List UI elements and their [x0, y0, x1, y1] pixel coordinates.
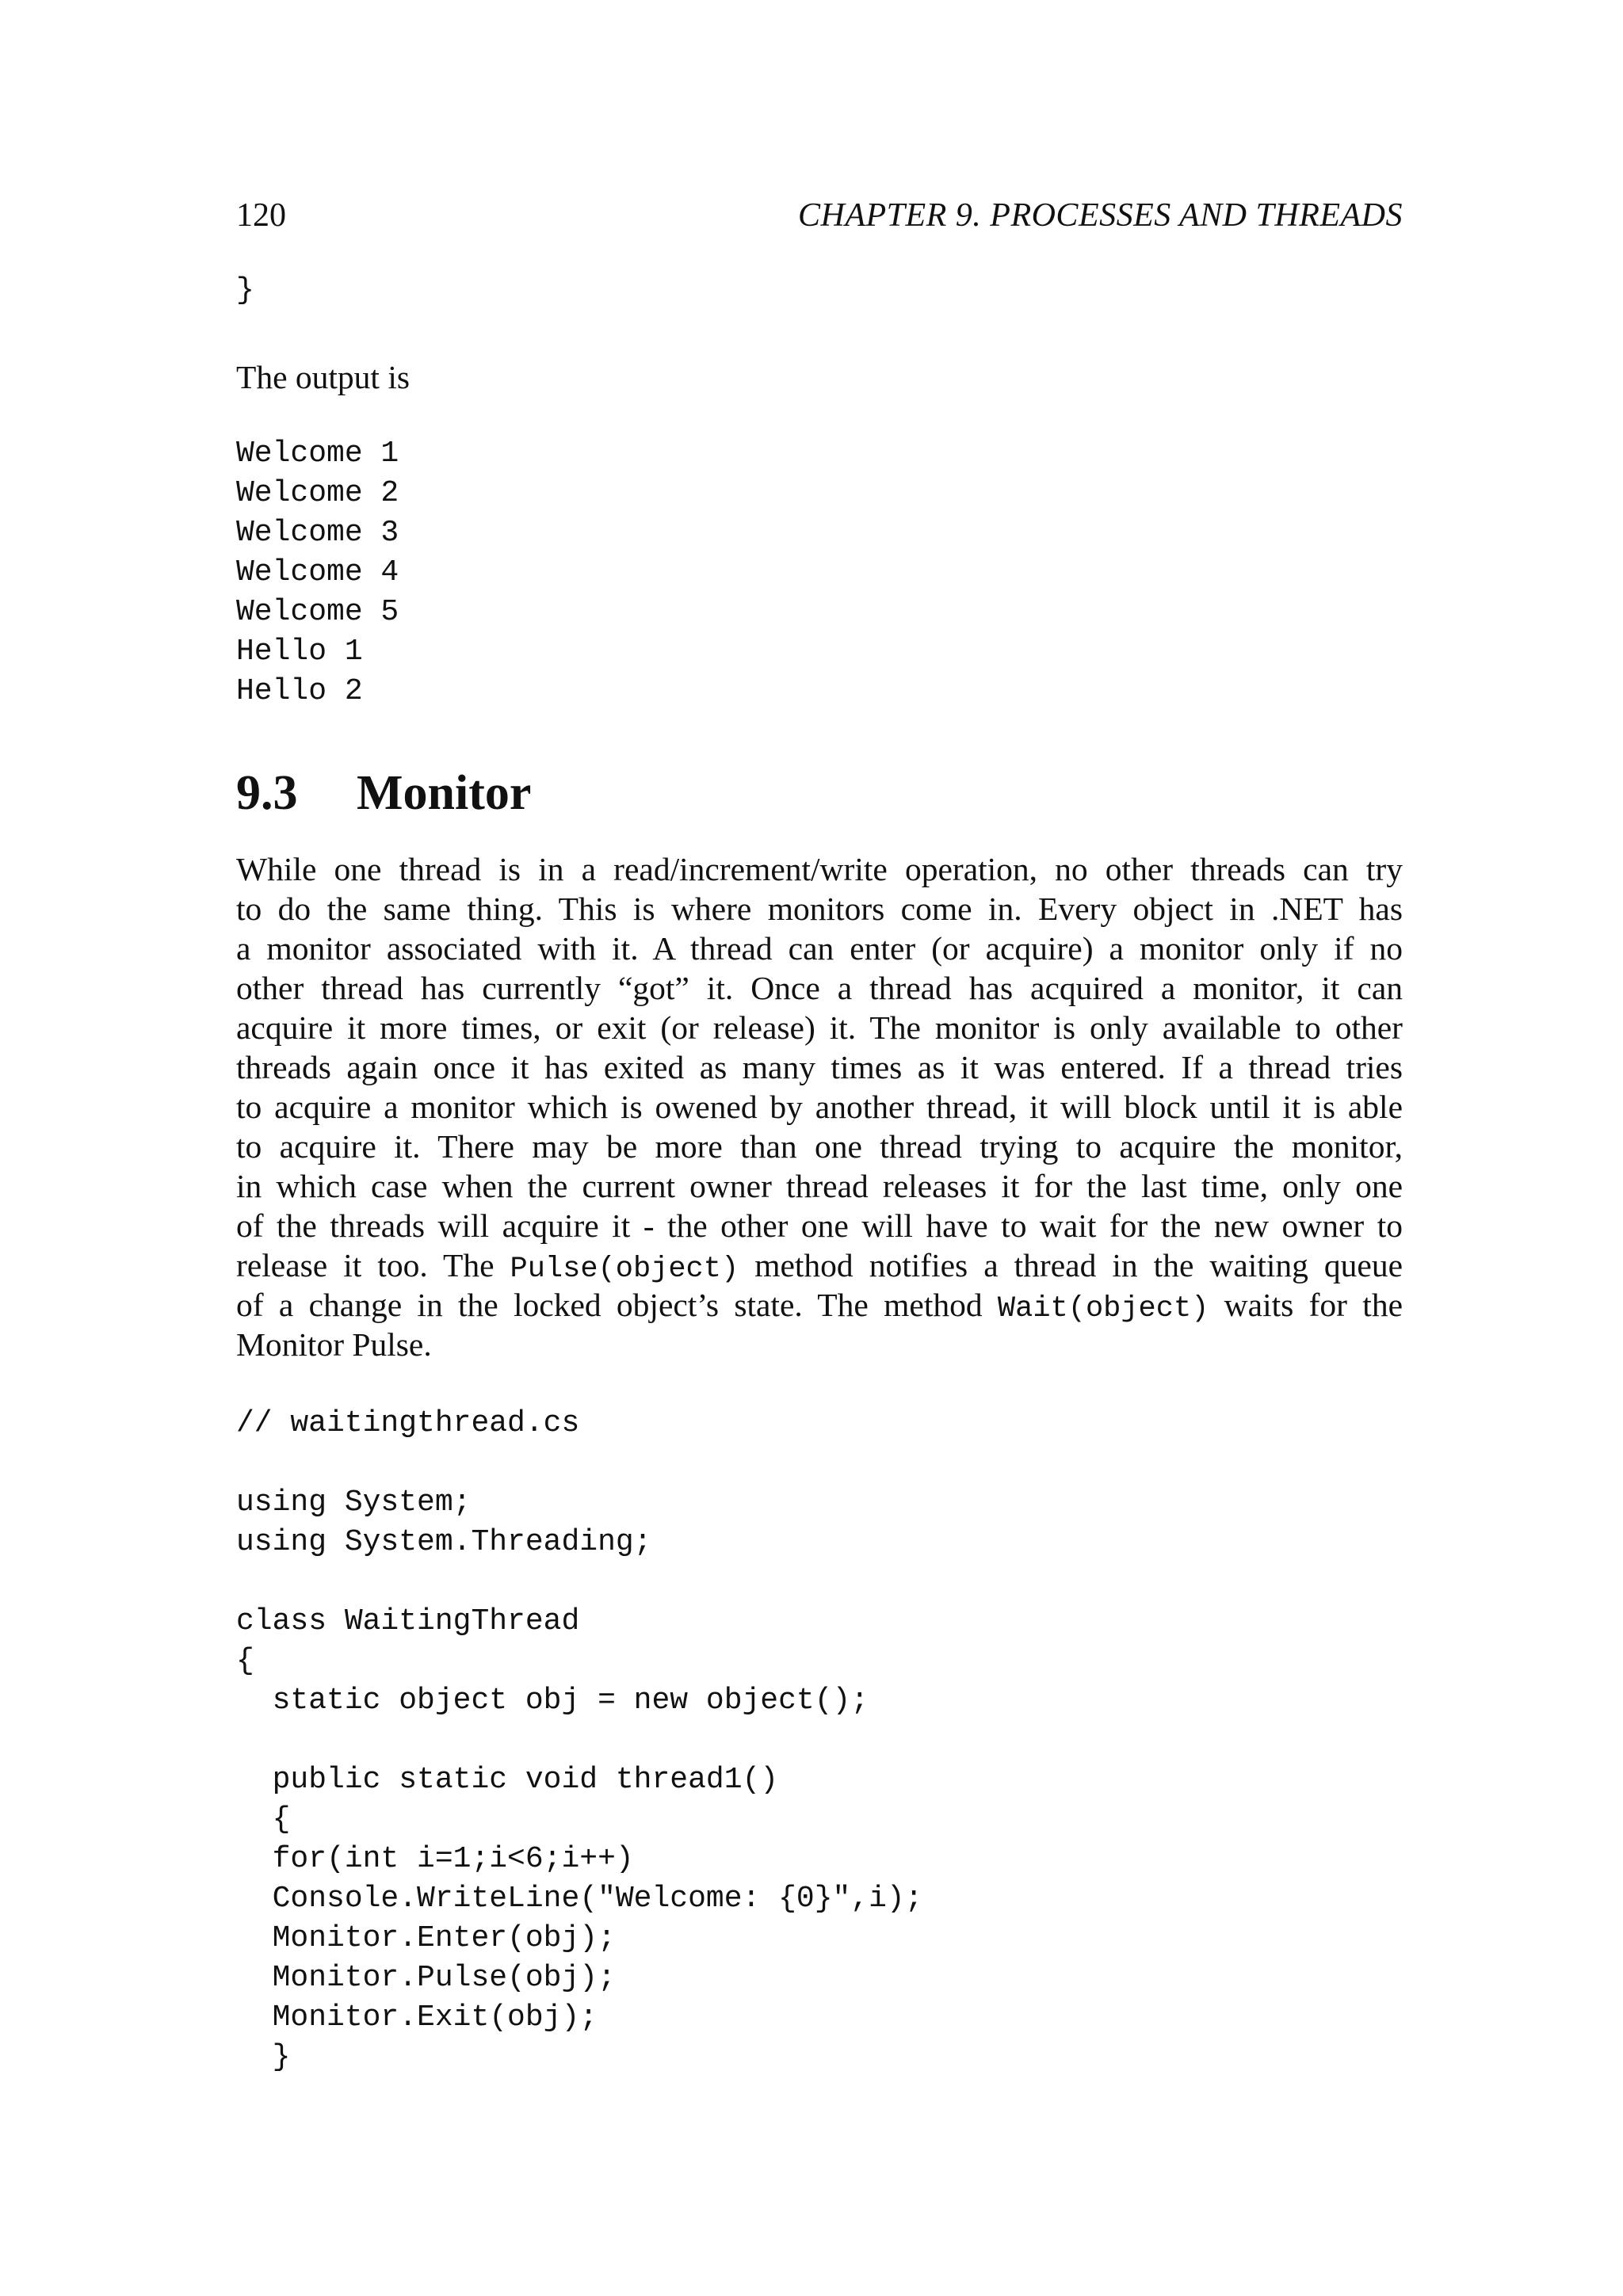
- code-line: }: [236, 273, 254, 307]
- code-line: [236, 1444, 923, 1483]
- inline-code-pulse: Pulse(object): [510, 1253, 739, 1286]
- code-line: [236, 1721, 923, 1760]
- code-line: Monitor.Enter(obj);: [236, 1921, 616, 1955]
- output-line: Welcome 1: [236, 437, 399, 471]
- page-header: [236, 196, 1403, 244]
- body-paragraph: [236, 849, 1403, 1364]
- output-line: Welcome 2: [236, 476, 399, 510]
- paragraph-line: to acquire a monitor which is owened by another thread, it will block until it is able: [236, 1089, 1403, 1125]
- code-line: }: [236, 2040, 291, 2074]
- code-line: public static void thread1(): [236, 1763, 779, 1797]
- code-line: for(int i=1;i<6;i++): [236, 1842, 634, 1876]
- code-line: Monitor.Exit(obj);: [236, 2000, 598, 2035]
- code-line: [236, 1562, 923, 1602]
- paragraph-line: While one thread is in a read/increment/write operation, no other threads can try: [236, 851, 1403, 887]
- output-line: Welcome 3: [236, 516, 399, 550]
- page-number: 120: [236, 197, 286, 234]
- text-run: method notifies a thread in the waiting queue: [739, 1247, 1403, 1283]
- paragraph-line: in which case when the current owner thread releases it for the last time, only one: [236, 1168, 1403, 1204]
- text-run: waits for the: [1209, 1287, 1403, 1323]
- code-line: // waitingthread.cs: [236, 1406, 580, 1440]
- paragraph-line-pulse: [236, 1245, 1403, 1285]
- output-line: Welcome 4: [236, 555, 399, 589]
- paragraph-line: to acquire it. There may be more than one thread trying to acquire the monitor,: [236, 1128, 1403, 1165]
- code-line: static object obj = new object();: [236, 1684, 869, 1718]
- text-run: release it too. The: [236, 1247, 510, 1283]
- code-line: Console.WriteLine("Welcome: {0}",i);: [236, 1882, 923, 1916]
- section-heading: [236, 765, 531, 822]
- code-line: using System;: [236, 1486, 472, 1520]
- code-line: {: [236, 1644, 254, 1678]
- section-number: 9.3: [236, 766, 298, 820]
- paragraph-line: threads again once it has exited as many times as it was entered. If a thread tries: [236, 1049, 1403, 1085]
- code-line: class WaitingThread: [236, 1604, 580, 1638]
- running-head: CHAPTER 9. PROCESSES AND THREADS: [797, 197, 1403, 234]
- paragraph-line: other thread has currently “got” it. Once a thread has acquired a monitor, it can: [236, 970, 1403, 1006]
- output-line: Hello 1: [236, 635, 363, 669]
- inline-code-wait: Wait(object): [997, 1292, 1209, 1325]
- code-line: {: [236, 1802, 291, 1836]
- output-line: Hello 2: [236, 674, 363, 708]
- paragraph-line: a monitor associated with it. A thread can enter (or acquire) a monitor only if no: [236, 930, 1403, 967]
- code-line: Monitor.Pulse(obj);: [236, 1961, 616, 1995]
- paragraph-line: to do the same thing. This is where monitors come in. Every object in .NET has: [236, 891, 1403, 927]
- code-listing: [236, 1404, 923, 2077]
- code-line: using System.Threading;: [236, 1525, 652, 1559]
- program-output: [236, 434, 399, 711]
- output-intro: The output is: [236, 359, 411, 395]
- text-run: of a change in the locked object’s state. The method: [236, 1287, 998, 1323]
- paragraph-line: of the threads will acquire it - the other one will have to wait for the new owner to: [236, 1207, 1403, 1244]
- paragraph-line: Monitor Pulse.: [236, 1326, 432, 1363]
- paragraph-line: acquire it more times, or exit (or release) it. The monitor is only available to other: [236, 1009, 1403, 1046]
- code-fragment-closing: [236, 271, 254, 311]
- output-line: Welcome 5: [236, 595, 399, 629]
- paragraph-line-wait: [236, 1285, 1403, 1325]
- section-title: Monitor: [357, 766, 532, 820]
